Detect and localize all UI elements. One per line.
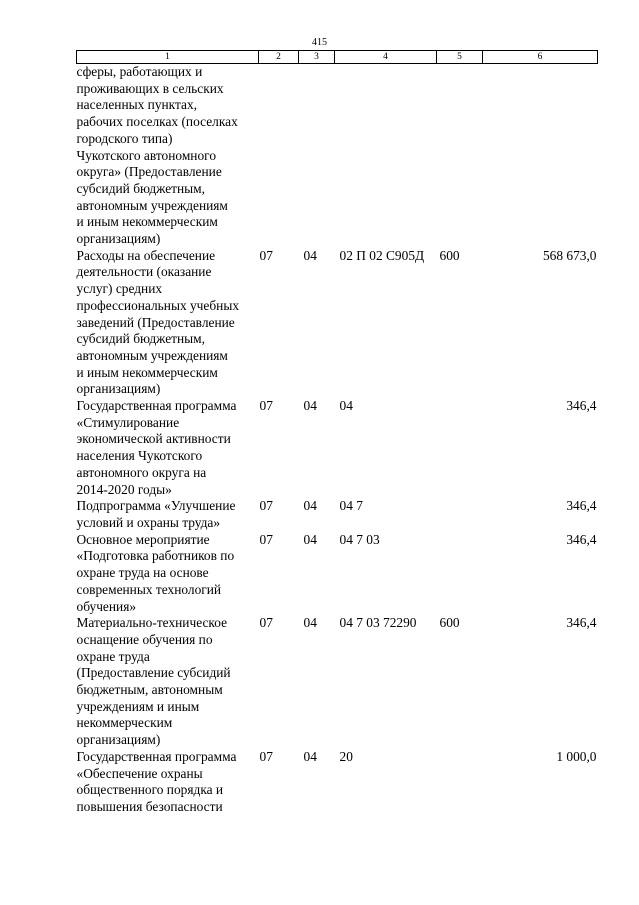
row-section: 07 bbox=[259, 398, 273, 414]
page-number: 415 bbox=[312, 37, 327, 48]
row-subsection: 04 bbox=[303, 531, 317, 547]
row-target-article: 04 7 03 72290 bbox=[339, 615, 417, 631]
row-name: Подпрограмма «Улучшение условий и охраны труда» bbox=[76, 498, 236, 530]
row-amount: 346,4 bbox=[566, 615, 597, 631]
budget-table bbox=[76, 50, 598, 816]
row-amount: 346,4 bbox=[566, 531, 597, 547]
row-amount: 346,4 bbox=[566, 498, 597, 514]
row-amount: 346,4 bbox=[566, 398, 597, 414]
row-amount: 1 000,0 bbox=[556, 748, 597, 764]
row-subsection: 04 bbox=[303, 615, 317, 631]
table-header-row bbox=[77, 51, 598, 64]
header-cell-section: 2 bbox=[259, 51, 299, 64]
row-subsection: 04 bbox=[303, 498, 317, 514]
row-expense-type bbox=[437, 64, 483, 248]
table-row bbox=[77, 532, 598, 616]
row-subsection: 04 bbox=[303, 398, 317, 414]
row-subsection: 04 bbox=[303, 247, 317, 263]
header-cell-amount: 6 bbox=[483, 51, 598, 64]
header-cell-target-article: 4 bbox=[335, 51, 437, 64]
header-cell-expense-type: 5 bbox=[437, 51, 483, 64]
row-amount bbox=[483, 64, 598, 248]
row-target-article: 04 7 03 bbox=[339, 531, 380, 547]
row-section: 07 bbox=[259, 498, 273, 514]
table-row bbox=[77, 498, 598, 531]
row-target-article: 04 7 bbox=[339, 498, 363, 514]
row-name: Основное мероприятие «Подготовка работников по охране труда на основе современных технологий обучения» bbox=[76, 531, 235, 614]
row-target-article: 02 П 02 С905Д bbox=[339, 247, 425, 263]
row-name: сферы, работающих и проживающих в сельских населенных пунктах, рабочих поселках (поселках городского типа) Чукотского автономного округа» (Предоставление субсидий бюджетным, автономным учреждениям и иным некоммерческим организациям) bbox=[76, 64, 238, 247]
row-section: 07 bbox=[259, 615, 273, 631]
row-section bbox=[259, 64, 299, 248]
row-name: Расходы на обеспечение деятельности (оказание услуг) средних профессиональных учебных заведений (Предоставление субсидий бюджетным, автономным учреждениям и иным некоммерческим организациям) bbox=[76, 247, 240, 397]
header-cell-name: 1 bbox=[77, 51, 259, 64]
row-name: Государственная программа «Обеспечение охраны общественного порядка и повышения безопасности bbox=[76, 748, 237, 814]
row-target-article: 04 bbox=[339, 398, 353, 414]
row-expense-type bbox=[437, 749, 483, 816]
row-expense-type: 600 bbox=[439, 247, 460, 263]
row-name: Материально-техническое оснащение обучения по охране труда (Предоставление субсидий бюджетным, автономным учреждениям и иным некоммерческим организациям) bbox=[76, 615, 231, 748]
table-row bbox=[77, 615, 598, 749]
table-row bbox=[77, 64, 598, 248]
row-subsection bbox=[299, 64, 335, 248]
table-row bbox=[77, 248, 598, 398]
header-cell-subsection: 3 bbox=[299, 51, 335, 64]
table-row bbox=[77, 749, 598, 816]
row-amount: 568 673,0 bbox=[542, 247, 597, 263]
row-section: 07 bbox=[259, 748, 273, 764]
row-section: 07 bbox=[259, 247, 273, 263]
row-section: 07 bbox=[259, 531, 273, 547]
row-target-article: 20 bbox=[339, 748, 353, 764]
row-expense-type: 600 bbox=[439, 615, 460, 631]
row-expense-type bbox=[437, 398, 483, 498]
row-name: Государственная программа «Стимулирование экономической активности населения Чукотского автономного округа на 2014-2020 годы» bbox=[76, 398, 237, 497]
table-row bbox=[77, 398, 598, 498]
row-target-article bbox=[335, 64, 437, 248]
row-expense-type bbox=[437, 498, 483, 531]
row-expense-type bbox=[437, 532, 483, 616]
row-subsection: 04 bbox=[303, 748, 317, 764]
